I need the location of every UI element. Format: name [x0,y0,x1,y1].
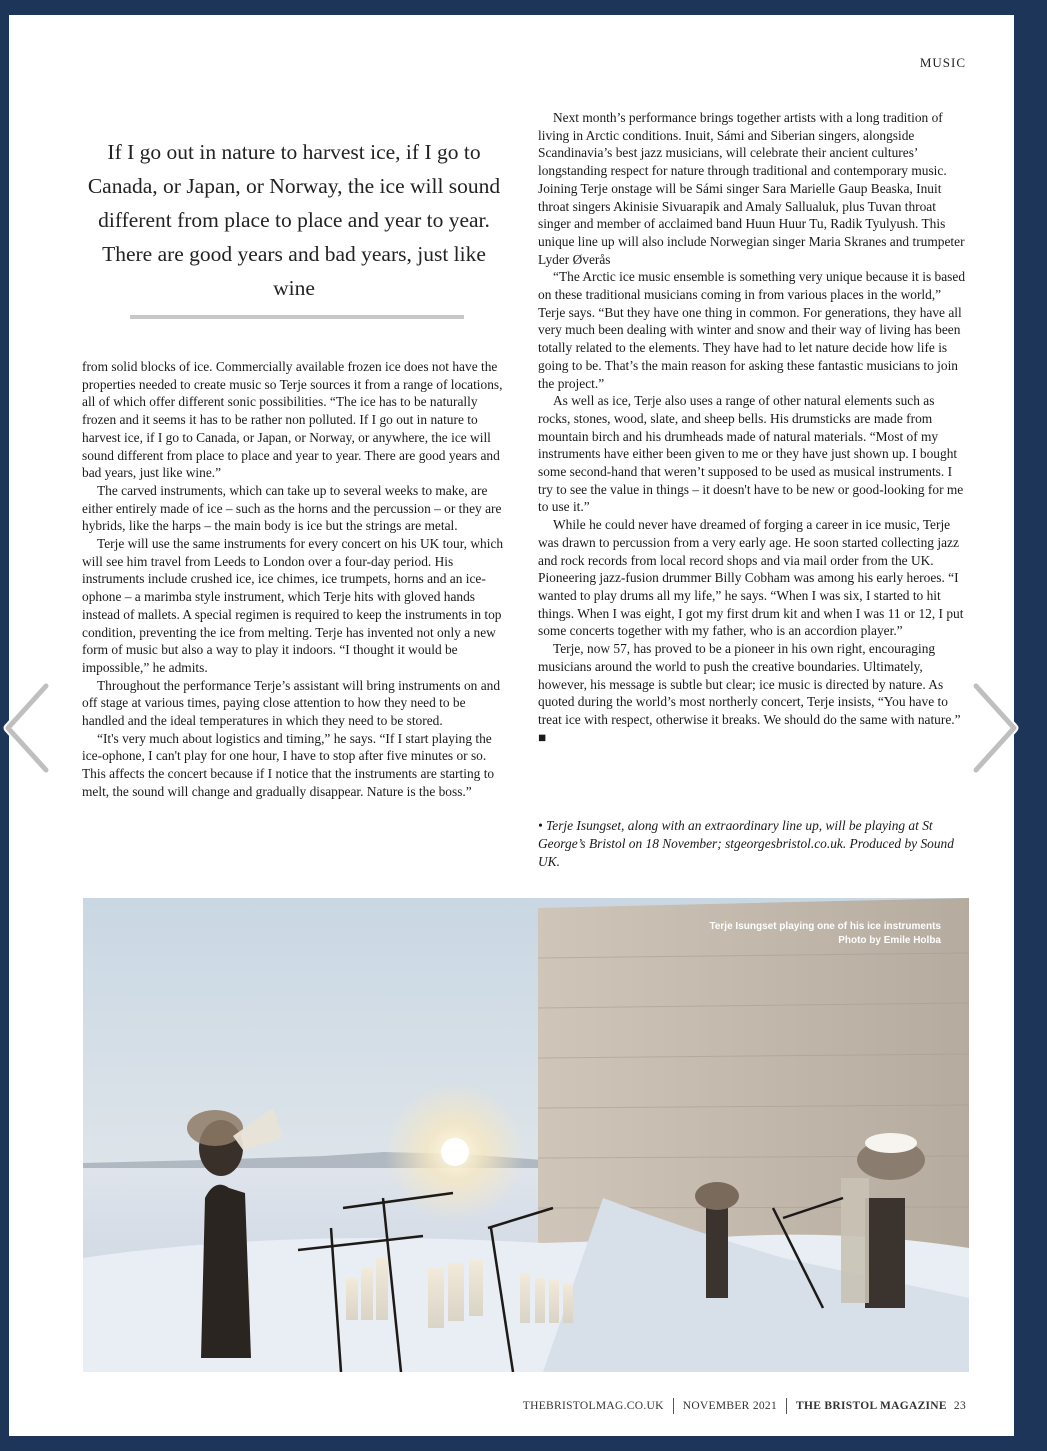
ice-instruments-photo [83,898,969,1372]
pull-quote: If I go out in nature to harvest ice, if I go to Canada, or Japan, or Norway, the ice will sound different from place to place and year to year. There are good years and bad years, just like wine [87,140,501,300]
article-column-left [82,358,510,801]
photo-caption-title: Terje Isungset playing one of his ice instruments [709,921,941,932]
magazine-page [9,15,1014,1436]
paragraph: As well as ice, Terje also uses a range of other natural elements such as rocks, stones, wood, slate, and sheep bells. His drumsticks are made from mountain birch and his drumheads made of natural materials. “Most of my instruments have either been given to me or they have just shown up. I bought some second-hand that weren’t supposed to be used as musical instruments. I try to see the value in things – it doesn't have to be new or good-looking for me to use it.” [538,393,964,515]
paragraph: from solid blocks of ice. Commercially available frozen ice does not have the properties needed to create music so Terje sources it from a range of locations, all of which offer different sonic possibilities. “The ice has to be naturally frozen and it seems it has to be rather non polluted. If I go out in nature to harvest ice, if I go to Canada, or Japan, or Norway, or anywhere, the ice will sound different from place to place and year to year. There are good years and bad years, just like wine.” [82,359,503,481]
chevron-right-icon [962,680,1022,776]
paragraph: The carved instruments, which can take up to several weeks to make, are either entirely made of ice – such as the horns and the percussion – or they are hybrids, like the harps – the main body is ice but the strings are metal. [82,482,502,534]
footer-issue: NOVEMBER 2021 [682,1400,778,1412]
chevron-left-icon [0,680,60,776]
footer-magazine: THE BRISTOL MAGAZINE [796,1400,947,1412]
footer-site: THEBRISTOLMAG.CO.UK [522,1400,664,1412]
paragraph: “The Arctic ice music ensemble is something very unique because it is based on these traditional musicians coming in from various places in the world,” Terje says. “But they have one thing in common. For generations, they have all very much been dealing with winter and snow and their way of living has been totally related to the elements. They have had to let nature decide how life is going to be. That’s the main reason for asking these fantastic musicians to join the project.” [538,269,966,391]
pull-quote-divider [130,315,464,319]
paragraph: Terje will use the same instruments for every concert on his UK tour, which will see him travel from Leeds to London over a four-day period. His instruments include crushed ice, ice chimes, ice trumpets, horns and an ice-ophone – a marimba style instrument, which Terje hits with gloved hands instead of mallets. A special regimen is required to keep the instruments in top condition, preventing the ice from melting. Terje has invented not only a new form of music but also a way to play it indoors. “I thought it would be impossible,” he admits. [82,536,504,675]
page-number: 23 [953,1400,966,1412]
photo-credit: Photo by Emile Holba [838,935,941,946]
paragraph: Throughout the performance Terje’s assistant will bring instruments on and off stage at various times, paying close attention to how they need to be handled and the ideal temperatures in which they need to be stored. [82,677,501,729]
paragraph: While he could never have dreamed of forging a career in ice music, Terje was drawn to percussion from a very early age. He soon started collecting jazz and rock records from local record shops and via mail order from the UK. Pioneering jazz-fusion drummer Billy Cobham was among his early heroes. “I wanted to play drums all my life,” he says. “When I was six, I started to hit things. When I was eight, I got my first drum kit and when I was 11 or 12, I put some concerts together with my father, who is an accordion player.” [538,517,964,639]
footer-divider [786,1398,787,1414]
article-column-right [538,109,966,746]
paragraph: Terje, now 57, has proved to be a pioneer in his own right, encouraging musicians around the world to push the creative boundaries. Ultimately, however, his message is subtle but clear; ice music is directed by nature. As quoted during the world’s most northerly concert, Terje insists, “You have to treat ice with respect, otherwise it breaks. We should do the same with nature.” ■ [538,641,961,745]
photo-caption [709,920,941,948]
section-label: MUSIC [919,55,966,70]
page-footer [523,1398,966,1414]
footer-divider [673,1398,674,1414]
photo-illustration [83,898,969,1372]
previous-page-button[interactable] [0,680,60,776]
event-note: • Terje Isungset, along with an extraordinary line up, will be playing at St George’s Bristol on 18 November; stgeorgesbristol.co.uk. Produced by Sound UK. [538,818,954,869]
paragraph: Next month’s performance brings together artists with a long tradition of living in Arctic conditions. Inuit, Sámi and Siberian singers, alongside Scandinavia’s best jazz musicians, will celebrate their ancient cultures’ longstanding respect for nature through traditional and contemporary music. Joining Terje onstage will be Sámi singer Sara Marielle Gaup Beaska, Inuit throat singers Akinisie Sivuarapik and Amaly Sallualuk, plus Tuvan throat singer and member of acclaimed band Huun Huur Tu, Radik Tyulyush. This unique line up will also include Norwegian singer Maria Skranes and trumpeter Lyder Øverås [538,110,965,267]
paragraph: “It's very much about logistics and timing,” he says. “If I start playing the ice-ophone, I can't play for one hour, I have to stop after five minutes or so. This affects the concert because if I notice that the instruments are starting to melt, the sound will change and gradually disappear. Nature is the boss.” [82,730,495,799]
next-page-button[interactable] [962,680,1022,776]
